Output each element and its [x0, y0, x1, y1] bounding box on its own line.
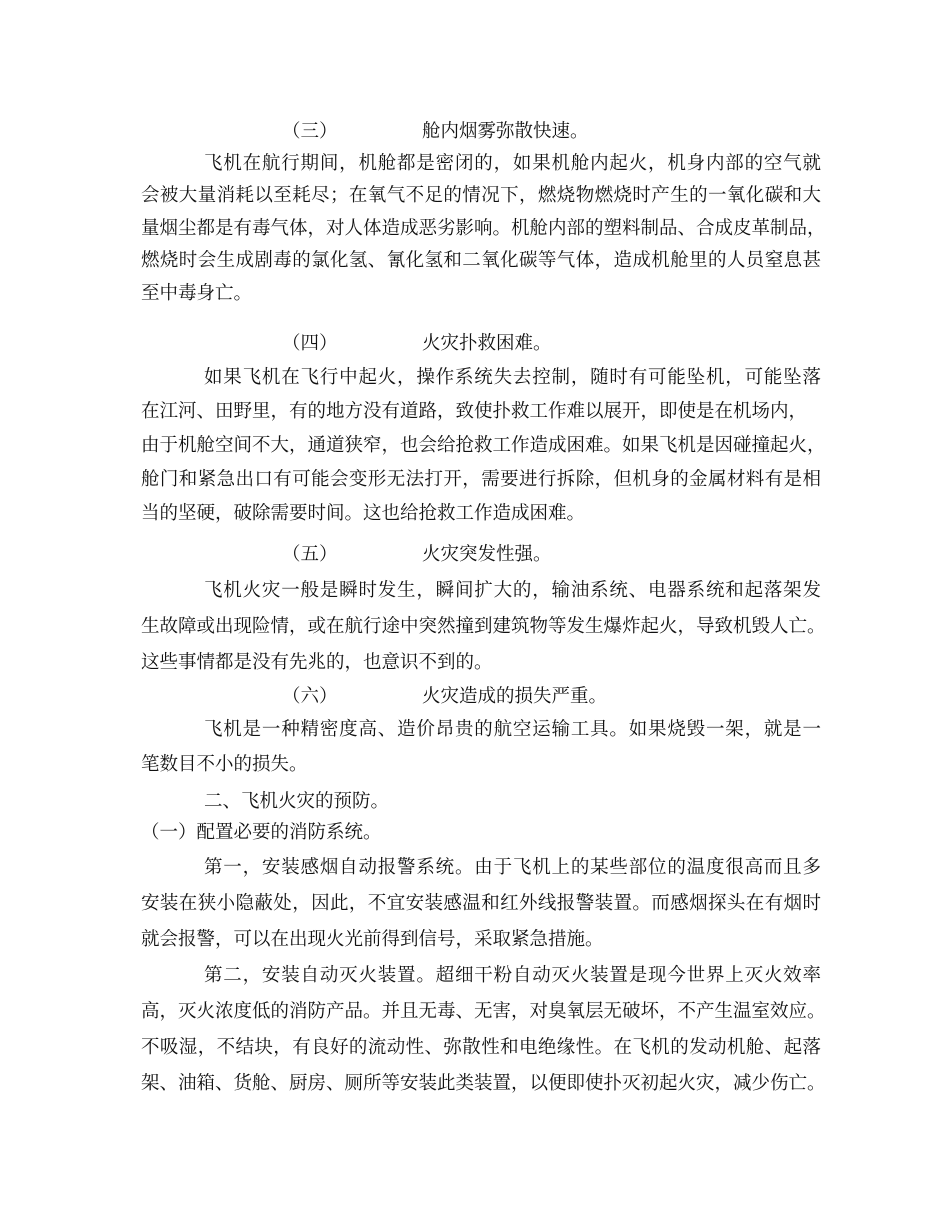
- section-heading-3: [141, 121, 821, 143]
- paragraph-line: 至中毒身亡。: [141, 283, 253, 304]
- section-number: （四）: [282, 333, 338, 354]
- paragraph-line: 第二，安装自动灭火装置。超细干粉自动灭火装置是现今世界上灭火效率: [204, 965, 821, 986]
- section-number: （三）: [282, 121, 338, 142]
- section-title: 火灾扑救困难。: [422, 333, 552, 354]
- paragraph-line: 飞机火灾一般是瞬时发生，瞬间扩大的，输油系统、电器系统和起落架发: [204, 580, 821, 601]
- paragraph-line: 如果飞机在飞行中起火，操作系统失去控制，随时有可能坠机，可能坠落: [204, 367, 821, 388]
- paragraph-line: 在江河、田野里，有的地方没有道路，致使扑救工作难以展开，即使是在机场内，: [141, 401, 808, 422]
- paragraph-line: 由于机舱空间不大，通道狭窄，也会给抢救工作造成困难。如果飞机是因碰撞起火，: [141, 435, 826, 456]
- paragraph-line: 笔数目不小的损失。: [141, 754, 308, 775]
- section-title: 舱内烟雾弥散快速。: [422, 121, 589, 142]
- paragraph-line: 会被大量消耗以至耗尽；在氧气不足的情况下，燃烧物燃烧时产生的一氧化碳和大: [141, 185, 821, 206]
- paragraph-line: 舱门和紧急出口有可能会变形无法打开，需要进行拆除，但机身的金属材料有是相: [141, 469, 821, 490]
- paragraph-line: 飞机在航行期间，机舱都是密闭的，如果机舱内起火，机身内部的空气就: [204, 153, 821, 174]
- paragraph-line: 就会报警，可以在出现火光前得到信号，采取紧急措施。: [141, 929, 604, 950]
- part-heading: 二、飞机火灾的预防。: [204, 791, 390, 812]
- section-title: 火灾突发性强。: [422, 544, 552, 565]
- paragraph-line: 高，灭火浓度低的消防产品。并且无毒、无害，对臭氧层无破坏，不产生温室效应。: [141, 1001, 826, 1022]
- paragraph-line: 飞机是一种精密度高、造价昂贵的航空运输工具。如果烧毁一架，就是一: [204, 719, 821, 740]
- section-number: （六）: [282, 686, 338, 707]
- section-title: 火灾造成的损失严重。: [422, 686, 608, 707]
- section-heading-6: [141, 686, 821, 708]
- section-number: （五）: [282, 544, 338, 565]
- paragraph-line: 生故障或出现险情，或在航行途中突然撞到建筑物等发生爆炸起火，导致机毁人亡。: [141, 616, 826, 637]
- section-heading-4: [141, 333, 821, 355]
- paragraph-line: 安装在狭小隐蔽处，因此，不宜安装感温和红外线报警装置。而感烟探头在有烟时: [141, 893, 821, 914]
- paragraph-line: 这些事情都是没有先兆的，也意识不到的。: [141, 652, 493, 673]
- paragraph-line: 架、油箱、货舱、厨房、厕所等安装此类装置，以便即使扑灭初起火灾，减少伤亡。: [141, 1073, 826, 1094]
- subsection-heading: （一）配置必要的消防系统。: [141, 822, 382, 843]
- paragraph-line: 燃烧时会生成剧毒的氯化氢、氰化氢和二氧化碳等气体，造成机舱里的人员窒息甚: [141, 250, 821, 271]
- section-heading-5: [141, 544, 821, 566]
- paragraph-line: 量烟尘都是有毒气体，对人体造成恶劣影响。机舱内部的塑料制品、合成皮革制品，: [141, 218, 826, 239]
- paragraph-line: 不吸湿，不结块，有良好的流动性、弥散性和电绝缘性。在飞机的发动机舱、起落: [141, 1037, 821, 1058]
- paragraph-line: 当的坚硬，破除需要时间。这也给抢救工作造成困难。: [141, 503, 586, 524]
- paragraph-line: 第一，安装感烟自动报警系统。由于飞机上的某些部位的温度很高而且多: [204, 857, 821, 878]
